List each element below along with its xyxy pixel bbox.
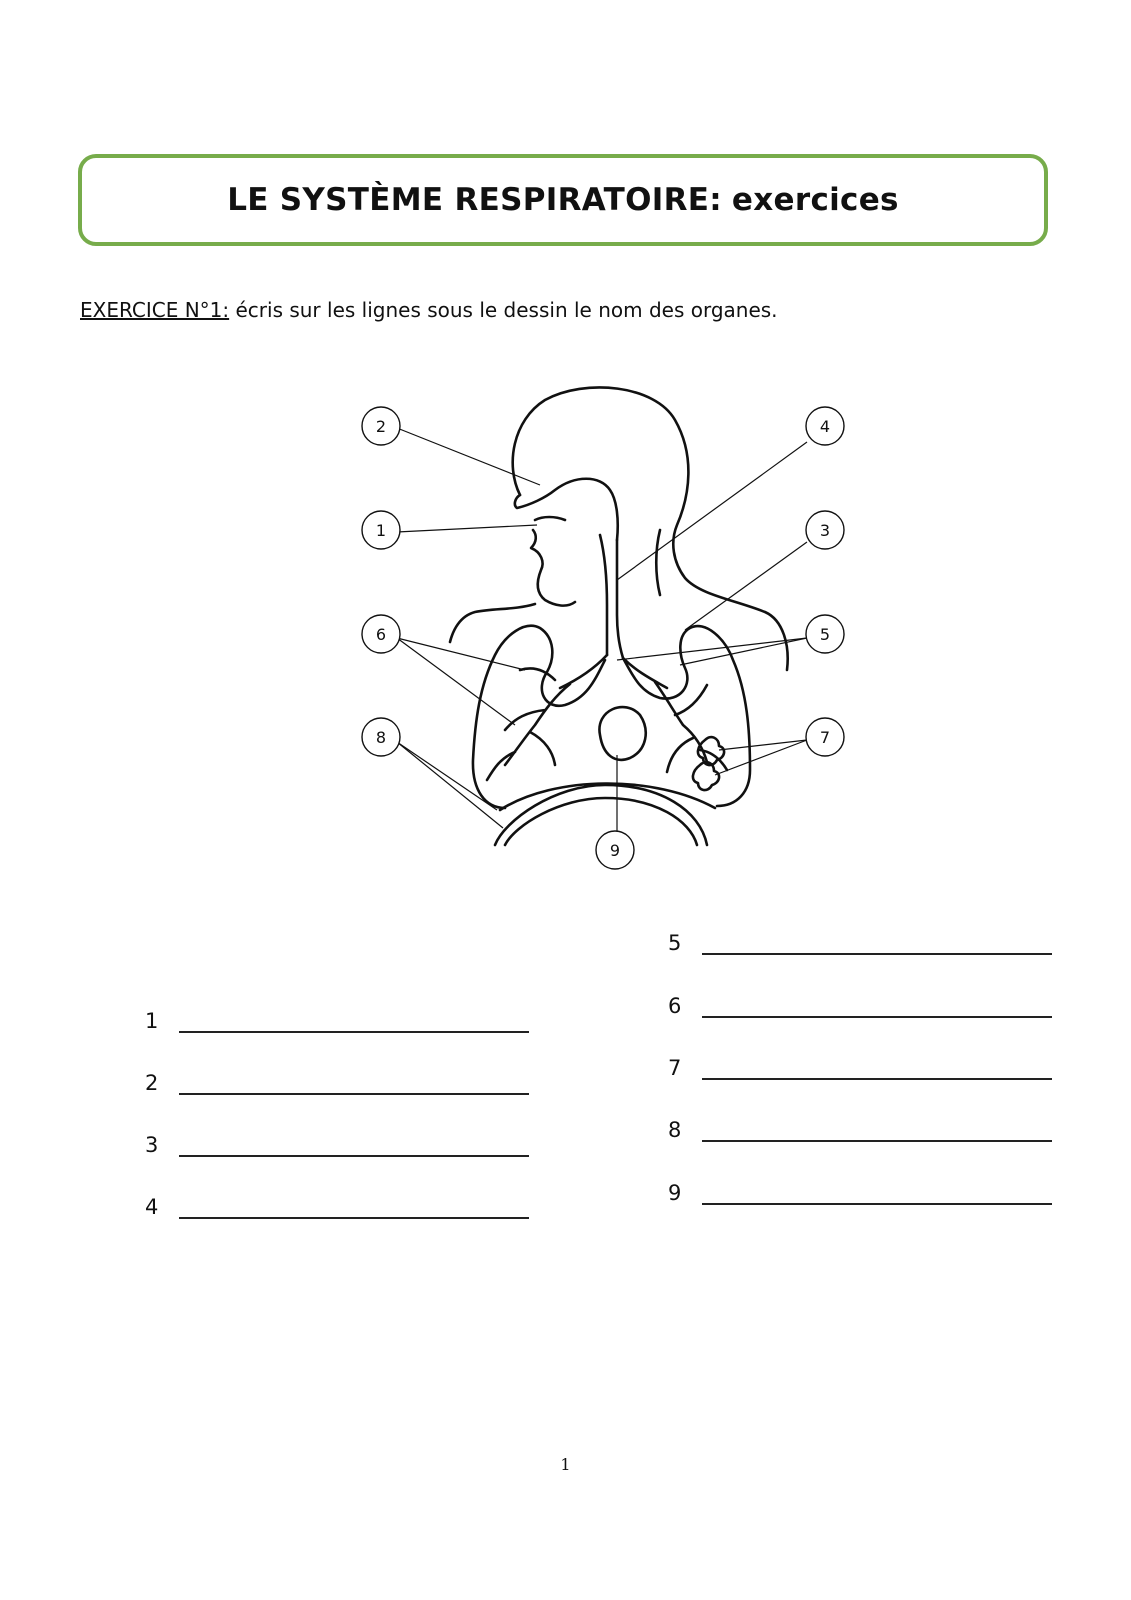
answer-row-2 (145, 1065, 529, 1095)
answer-line-1[interactable] (179, 1005, 529, 1033)
answer-line-4[interactable] (179, 1191, 529, 1219)
answer-line-5[interactable] (702, 927, 1052, 955)
answer-row-4 (145, 1189, 529, 1219)
answer-row-9 (668, 1175, 1052, 1205)
label-4: 4 (819, 417, 831, 436)
heart (599, 707, 645, 760)
label-2: 2 (375, 417, 387, 436)
page-title (227, 182, 899, 218)
label-3: 3 (819, 521, 831, 540)
leader-5b (617, 638, 807, 660)
answer-row-3 (145, 1127, 529, 1157)
label-1: 1 (375, 521, 387, 540)
answer-line-3[interactable] (179, 1129, 529, 1157)
leader-8b (397, 742, 503, 828)
label-9: 9 (609, 841, 621, 860)
alveoli (693, 737, 724, 790)
respiratory-diagram (355, 380, 855, 880)
neck-back (656, 530, 660, 595)
leader-8a (397, 742, 497, 810)
answer-row-1 (145, 1003, 529, 1033)
page-number: 1 (560, 1455, 571, 1474)
answer-number: 1 (145, 1009, 159, 1033)
label-8: 8 (375, 728, 387, 747)
shoulder-left (450, 604, 535, 642)
answer-line-6[interactable] (702, 990, 1052, 1018)
answer-number: 9 (668, 1181, 682, 1205)
face-profile (515, 479, 618, 540)
answer-line-2[interactable] (179, 1067, 529, 1095)
answer-row-5 (668, 925, 1052, 955)
head-outline (513, 387, 788, 670)
answer-number: 4 (145, 1195, 159, 1219)
leader-6a (397, 638, 525, 670)
answer-number: 3 (145, 1133, 159, 1157)
answer-row-8 (668, 1112, 1052, 1142)
title-box (78, 154, 1048, 246)
nose-mouth (531, 517, 575, 606)
lung-left (473, 626, 605, 808)
exercise-text: écris sur les lignes sous le dessin le nom des organes. (229, 298, 778, 322)
label-6: 6 (375, 625, 387, 644)
answer-number: 2 (145, 1071, 159, 1095)
answer-row-6 (668, 988, 1052, 1018)
exercise-instruction (80, 298, 778, 322)
title-sub: exercices (731, 182, 899, 218)
trachea (600, 535, 623, 658)
label-5: 5 (819, 625, 831, 644)
answer-row-7 (668, 1050, 1052, 1080)
label-7: 7 (819, 728, 831, 747)
answer-number: 6 (668, 994, 682, 1018)
exercise-label: EXERCICE N°1: (80, 298, 230, 322)
answer-number: 5 (668, 931, 682, 955)
answer-line-8[interactable] (702, 1114, 1052, 1142)
answer-line-9[interactable] (702, 1177, 1052, 1205)
answer-number: 8 (668, 1118, 682, 1142)
leader-3 (685, 542, 807, 630)
leader-2 (397, 428, 540, 485)
leader-4 (617, 442, 807, 580)
answer-number: 7 (668, 1056, 682, 1080)
title-main: LE SYSTÈME RESPIRATOIRE: (227, 182, 722, 218)
answer-line-7[interactable] (702, 1052, 1052, 1080)
leader-1 (397, 525, 537, 532)
